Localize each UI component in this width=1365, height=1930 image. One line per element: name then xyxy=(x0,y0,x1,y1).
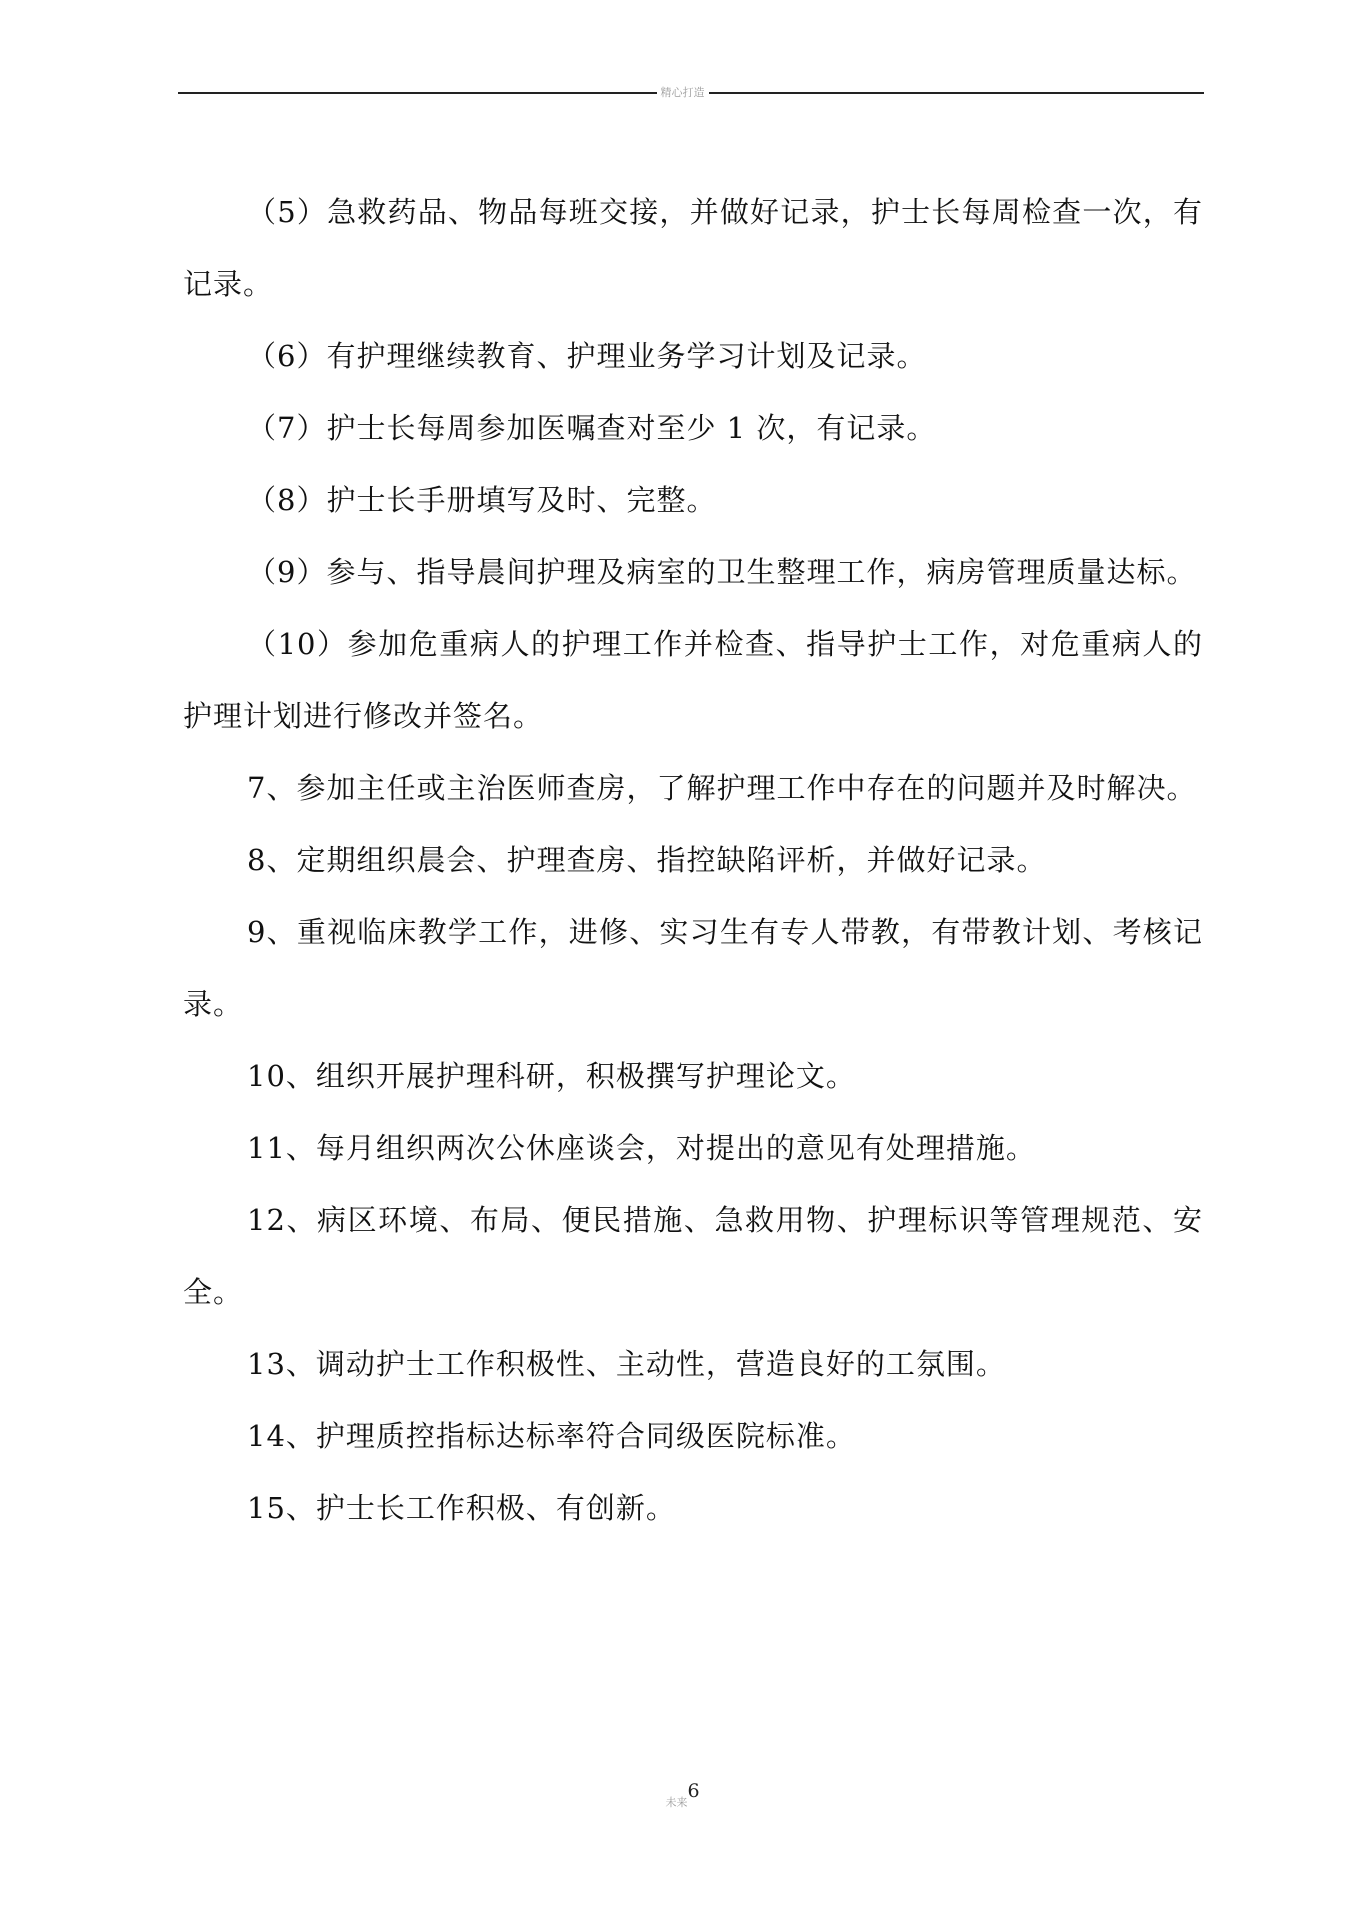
paragraph-section-9: 9、重视临床教学工作，进修、实习生有专人带教，有带教计划、考核记录。 xyxy=(183,915,1203,1021)
paragraph-section-10: 10、组织开展护理科研，积极撰写护理论文。 xyxy=(247,1059,856,1093)
paragraph-item-7: （7）护士长每周参加医嘱查对至少 1 次，有记录。 xyxy=(247,411,937,445)
paragraph-item-5: （5）急救药品、物品每班交接，并做好记录，护士长每周检查一次，有记录。 xyxy=(183,195,1203,301)
paragraph-section-14: 14、护理质控指标达标率符合同级医院标准。 xyxy=(247,1419,856,1453)
paragraph-item-8: （8）护士长手册填写及时、完整。 xyxy=(247,483,717,517)
paragraph-section-13: 13、调动护士工作积极性、主动性，营造良好的工氛围。 xyxy=(247,1347,1006,1381)
paragraph-item-10: （10）参加危重病人的护理工作并检查、指导护士工作，对危重病人的护理计划进行修改并签名。 xyxy=(183,627,1203,733)
paragraph-item-9: （9）参与、指导晨间护理及病室的卫生整理工作，病房管理质量达标。 xyxy=(247,555,1197,589)
paragraph-section-11: 11、每月组织两次公休座谈会，对提出的意见有处理措施。 xyxy=(247,1131,1036,1165)
footer-label: 未来 xyxy=(665,1796,688,1809)
page-footer xyxy=(0,1780,1365,1810)
paragraph-section-7: 7、参加主任或主治医师查房，了解护理工作中存在的问题并及时解决。 xyxy=(247,771,1197,805)
header-label: 精心打造 xyxy=(657,86,709,99)
paragraph-section-12: 12、病区环境、布局、便民措施、急救用物、护理标识等管理规范、安全。 xyxy=(183,1203,1203,1309)
page-header xyxy=(0,86,1365,100)
page-number: 6 xyxy=(687,1780,700,1802)
paragraph-section-15: 15、护士长工作积极、有创新。 xyxy=(247,1491,676,1525)
paragraph-item-6: （6）有护理继续教育、护理业务学习计划及记录。 xyxy=(247,339,927,373)
document-body xyxy=(183,176,1203,1544)
paragraph-section-8: 8、定期组织晨会、护理查房、指控缺陷评析，并做好记录。 xyxy=(247,843,1047,877)
